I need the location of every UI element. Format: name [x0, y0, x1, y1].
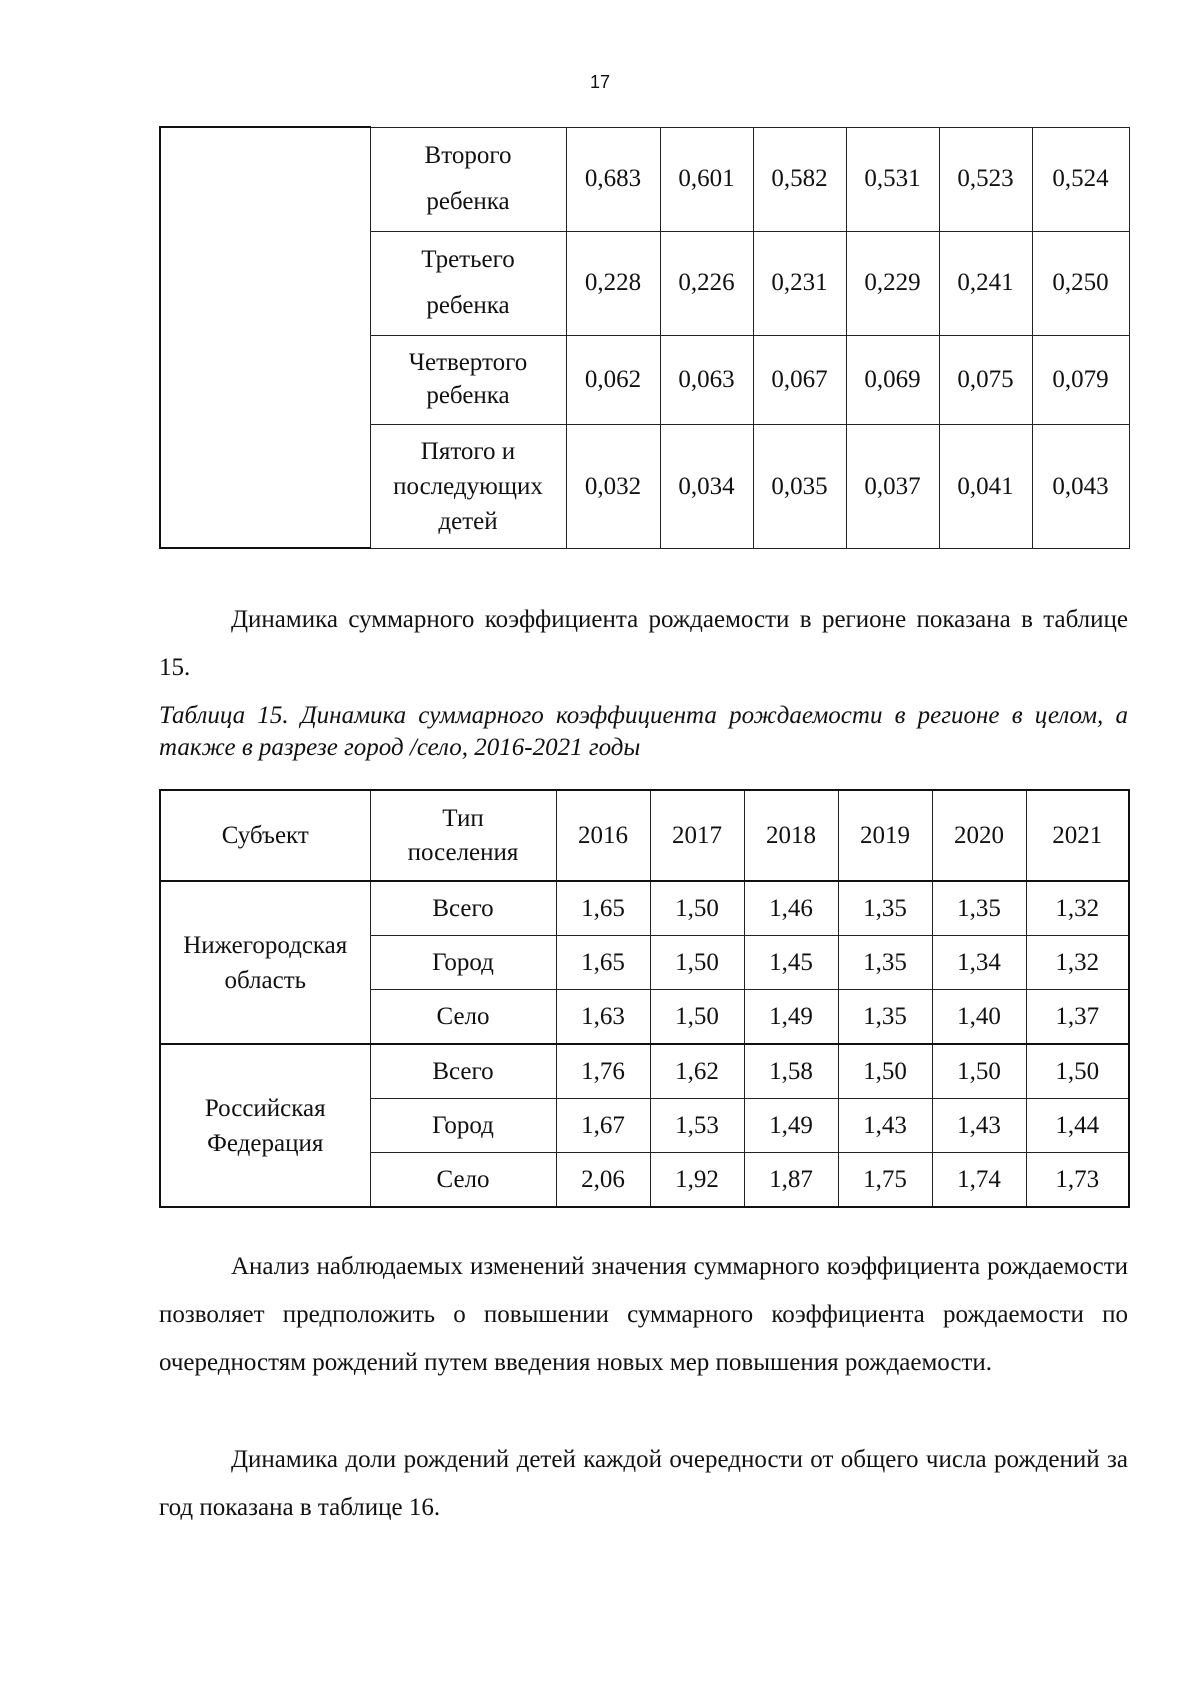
table-cell: 1,35 [932, 881, 1026, 936]
subject-cell: Российская Федерация [160, 1044, 370, 1207]
table-cell: 1,50 [650, 881, 744, 936]
table-cell: 1,32 [1026, 881, 1129, 936]
paragraph-intro-table15: Динамика суммарного коэффициента рождаемости в регионе показана в таблице 15. [159, 606, 1128, 681]
table-cell: 1,76 [556, 1044, 650, 1099]
table-cell: 1,53 [650, 1099, 744, 1153]
table-cell: 0,601 [660, 127, 753, 231]
settlement-type-cell: Всего [370, 881, 556, 936]
table-cell: 0,250 [1032, 231, 1129, 335]
column-header-subject: Субъект [160, 790, 370, 881]
table-cell: 1,43 [838, 1099, 932, 1153]
column-header-year: 2018 [744, 790, 838, 881]
row-label: Третьего ребенка [370, 231, 566, 335]
table-cell: 0,075 [939, 335, 1032, 424]
table-cell: 1,43 [932, 1099, 1026, 1153]
table-cell: 1,35 [838, 936, 932, 990]
column-header-year: 2016 [556, 790, 650, 881]
column-header-year: 2017 [650, 790, 744, 881]
page-number: 17 [589, 72, 611, 92]
table-cell: 1,37 [1026, 990, 1129, 1045]
table-cell: 1,63 [556, 990, 650, 1045]
column-header-settlement-type: Тип поселения [370, 790, 556, 881]
table-cell: 1,50 [838, 1044, 932, 1099]
table-cell: 0,241 [939, 231, 1032, 335]
settlement-type-cell: Всего [370, 1044, 556, 1099]
table-cell: 1,34 [932, 936, 1026, 990]
table-cell: 0,069 [846, 335, 939, 424]
table-cell: 1,58 [744, 1044, 838, 1099]
column-header-year: 2020 [932, 790, 1026, 881]
table-cell: 1,67 [556, 1099, 650, 1153]
table-cell: 2,06 [556, 1153, 650, 1208]
table-cell: 0,531 [846, 127, 939, 231]
table15-caption: Таблица 15. Динамика суммарного коэффициента рождаемости в регионе в целом, а также в разрезе город /село, 2016-2021 годы [159, 702, 1128, 761]
table-cell: 1,65 [556, 936, 650, 990]
row-label: Пятого и последующих детей [370, 424, 566, 548]
table-cell: 0,582 [753, 127, 846, 231]
table-cell: 0,079 [1032, 335, 1129, 424]
row-label: Второго ребенка [370, 127, 566, 231]
table-cell: 1,45 [744, 936, 838, 990]
table-cell: 1,35 [838, 990, 932, 1045]
fertility-rate-table [159, 789, 1130, 1208]
paragraph-intro-table16: Динамика доли рождений детей каждой очередности от общего числа рождений за год показана в таблице 16. [159, 1446, 1128, 1521]
table-cell: 1,32 [1026, 936, 1129, 990]
row-label: Четвертого ребенка [370, 335, 566, 424]
subject-cell: Нижегородская область [160, 881, 370, 1044]
table-cell: 1,46 [744, 881, 838, 936]
table-cell: 1,73 [1026, 1153, 1129, 1208]
empty-merged-cell [160, 127, 370, 548]
table-cell: 1,50 [650, 936, 744, 990]
table-cell: 0,043 [1032, 424, 1129, 548]
table-cell: 0,034 [660, 424, 753, 548]
table-cell: 0,524 [1032, 127, 1129, 231]
table-row [160, 1044, 1129, 1099]
settlement-type-cell: Село [370, 1153, 556, 1208]
table-cell: 1,50 [650, 990, 744, 1045]
table-cell: 0,032 [566, 424, 660, 548]
table-cell: 1,49 [744, 990, 838, 1045]
table-cell: 0,063 [660, 335, 753, 424]
table-cell: 1,65 [556, 881, 650, 936]
column-header-year: 2019 [838, 790, 932, 881]
paragraph-analysis: Анализ наблюдаемых изменений значения суммарного коэффициента рождаемости позволяет предположить о повышении суммарного коэффициента рождаемости по очередностям рождений путем введения новых мер повышения рождаемости. [159, 1253, 1128, 1376]
table-cell: 0,226 [660, 231, 753, 335]
table-cell: 1,62 [650, 1044, 744, 1099]
table-cell: 0,037 [846, 424, 939, 548]
table-cell: 1,35 [838, 881, 932, 936]
table-cell: 0,229 [846, 231, 939, 335]
settlement-type-cell: Село [370, 990, 556, 1045]
settlement-type-cell: Город [370, 1099, 556, 1153]
table-cell: 1,49 [744, 1099, 838, 1153]
table-cell: 0,062 [566, 335, 660, 424]
table-cell: 0,683 [566, 127, 660, 231]
table-cell: 1,87 [744, 1153, 838, 1208]
table-cell: 1,44 [1026, 1099, 1129, 1153]
table-cell: 1,50 [932, 1044, 1026, 1099]
table-cell: 1,40 [932, 990, 1026, 1045]
table-row [160, 881, 1129, 936]
table-cell: 0,228 [566, 231, 660, 335]
table-row [160, 127, 1129, 231]
table-cell: 1,92 [650, 1153, 744, 1208]
table-cell: 0,035 [753, 424, 846, 548]
table-cell: 1,74 [932, 1153, 1026, 1208]
birth-order-table-continuation [159, 126, 1130, 549]
table-cell: 0,523 [939, 127, 1032, 231]
table-cell: 1,75 [838, 1153, 932, 1208]
settlement-type-cell: Город [370, 936, 556, 990]
table-cell: 0,041 [939, 424, 1032, 548]
table-header-row [160, 790, 1129, 881]
table-cell: 0,231 [753, 231, 846, 335]
column-header-year: 2021 [1026, 790, 1129, 881]
table-cell: 1,50 [1026, 1044, 1129, 1099]
table-cell: 0,067 [753, 335, 846, 424]
